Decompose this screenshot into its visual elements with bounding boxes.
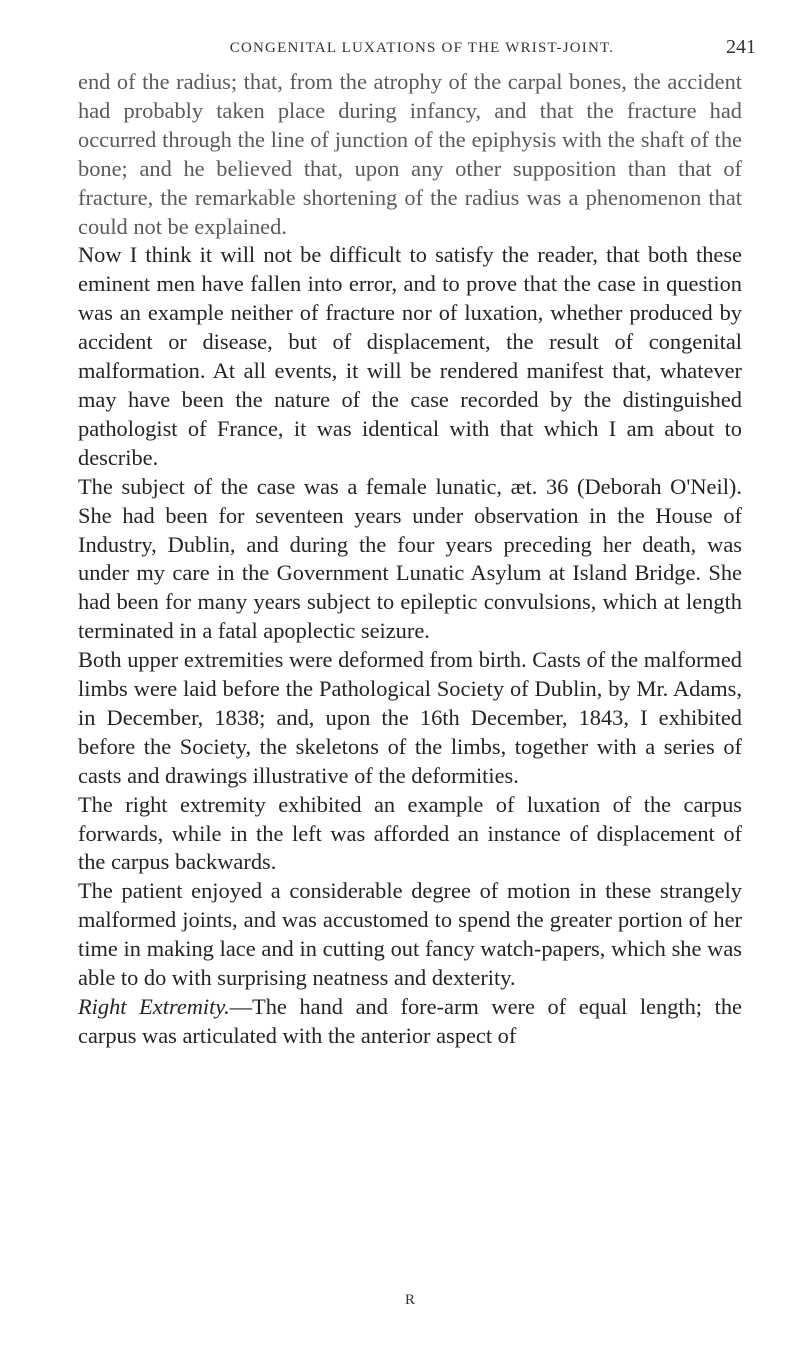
paragraph-text: Both upper extremities were deformed from birth. Casts of the malformed limbs were laid before the Pathological Society of Dublin, by Mr. Adams, in December, 1838; and, upon the 16th December, 1843, I exhibited before the Society, the skeletons of the limbs, together with a series of casts and drawings illustrative of the deformities. (78, 647, 742, 788)
page-number: 241 (726, 36, 756, 58)
paragraph-text: The subject of the case was a female lunatic, æt. 36 (Deborah O'Neil). She had been for seventeen years under observation in the House of Industry, Dublin, and during the four years preceding her death, was under my care in the Government Lunatic Asylum at Island Bridge. She had been for many years subject to epileptic convulsions, which at length terminated in a fatal apoplectic seizure. (78, 473, 742, 644)
paragraph (78, 68, 742, 241)
paragraph (78, 473, 742, 646)
paragraph (78, 993, 742, 1051)
section-lead: Right Extremity. (78, 994, 230, 1019)
paragraph-text: —The hand and fore-arm were of equal length; the carpus was articulated with the anterior aspect of (78, 994, 742, 1048)
paragraph-text: The patient enjoyed a considerable degree of motion in these strangely malformed joints, and was accustomed to spend the greater portion of her time in making lace and in cutting out fancy watch-papers, which she was able to do with surprising neatness and dexterity. (78, 878, 742, 991)
paragraph (78, 877, 742, 993)
paragraph (78, 646, 742, 791)
paragraph (78, 241, 742, 472)
paragraph-text: The right extremity exhibited an example of luxation of the carpus forwards, while in the left was afforded an instance of displacement of the carpus backwards. (78, 791, 742, 875)
paragraph (78, 791, 742, 878)
paragraph-text: end of the radius; that, from the atrophy of the carpal bones, the accident had probably taken place during infancy, and that the fracture had occurred through the line of junction of the epiphysis with the shaft of the bone; and he believed that, upon any other supposition than that of fracture, the remarkable shortening of the radius was a phenomenon that could not be explained. (78, 69, 742, 239)
running-head: CONGENITAL LUXATIONS OF THE WRIST-JOINT. (229, 40, 615, 56)
body-text (78, 68, 742, 1051)
paragraph-text: Now I think it will not be difficult to satisfy the reader, that both these eminent men have fallen into error, and to prove that the case in question was an example neither of fracture nor of luxation, whether produced by accident or disease, but of displacement, the result of congenital malformation. At all events, it will be rendered manifest that, whatever may have been the nature of the case recorded by the distinguished pathologist of France, it was identical with that which I am about to describe. (78, 242, 742, 470)
signature-mark: R (404, 1292, 415, 1308)
